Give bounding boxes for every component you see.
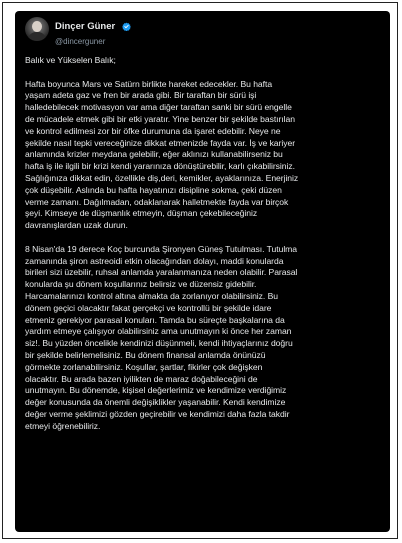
author-info — [55, 18, 131, 46]
text-line: şekilde nasıl tepki vereceğinize dikkat etmenizde fayda var. İş ve kariyer — [25, 137, 295, 148]
avatar-body — [28, 32, 46, 41]
text-line: ve kontrol edilmesi zor bir öfke durumuna da işaret edebilir. Neye ne — [25, 125, 281, 136]
text-line: halledebilecek motivasyon var ama diğer taraftan sanki bir sürü engelle — [25, 102, 292, 113]
verified-badge-icon — [122, 22, 131, 31]
text-line: Sağlığınıza dikkat edin, özellikle diş,deri, kemikler, ayaklarınıza. Enerjiniz — [25, 172, 299, 183]
author-display-name[interactable]: Dinçer Güner — [55, 21, 116, 33]
post-paragraph-2 — [25, 244, 381, 433]
text-line: yardım etmeye çalışıyor olabilirsiniz ama unutmayın ki önce her zaman — [25, 326, 292, 337]
text-line: Hafta boyunca Mars ve Satürn birlikte hareket edecekler. Bu hafta — [25, 78, 273, 89]
avatar-head — [32, 21, 42, 32]
text-line: konularda şu dönem koşullarınız belirsiz ve düzensiz gidebilir. — [25, 279, 257, 290]
text-line: unutmayın. Bu dönemde, kişisel değerlerimiz ve kendimize verdiğimiz — [25, 385, 287, 396]
text-line: olacaktır. Bu arada bazen iyilikten de maraz doğabileceğini de — [25, 373, 258, 384]
text-line: çok düşebilir. Aslında bu hafta hayatınızı disipline sokma, çeki düzen — [25, 184, 282, 195]
screenshot-frame — [2, 2, 398, 539]
post-text — [25, 55, 381, 433]
text-line: zamanında şiron astreoidi etkin olacağından dolayı, maddi konularda — [25, 255, 284, 266]
text-line: dönem geçici olacaktır fakat gerçekçi ve kontrollü bir şekilde idare — [25, 302, 272, 313]
text-line: birileri sizi üzebilir, ruhsal anlamda yaralanmanıza neden olabilir. Parasal — [25, 267, 298, 278]
text-line: yaşam adeta gaz ve fren bir arada gibi. Bir taraftan bir sürü işi — [25, 90, 257, 101]
text-line: Harcamalarınızı kontrol altına almakta da zorlanıyor olabilirsiniz. Bu — [25, 290, 278, 301]
text-line: 8 Nisan'da 19 derece Koç burcunda Şironyen Güneş Tutulması. Tutulma — [25, 243, 298, 254]
text-line: etmeyi öğrenebiliriz. — [25, 420, 101, 431]
text-line: şeyi. Kimseye de düşmanlık etmeyin, düşman çekebileceğiniz — [25, 208, 258, 219]
text-line: hafta iş ile ilgili bir krizi kendi yararınıza dönüştürebilir, karlı çıkabilirsiniz. — [25, 161, 295, 172]
text-line: bir şekilde belirlemelisiniz. Bu dönem finansal anlamda önünüzü — [25, 349, 266, 360]
post-paragraph-1 — [25, 79, 381, 232]
text-line: siz!. Bu yüzden öncelikle kendinizi düşünmeli, kendi ihtiyaçlarınız doğru — [25, 338, 293, 349]
text-line: değer verme şeklimizi gözden geçirebilir ve kendimizi daha fazla takdir — [25, 408, 290, 419]
text-line: davranışlardan uzak durun. — [25, 220, 128, 231]
text-line: etmeniz gerekiyor parasal konuları. Tamda bu süreçte başkalarına da — [25, 314, 285, 325]
text-line: görmekte zorlanabilirsiniz. Koşullar, şartlar, fikirler çok değişken — [25, 361, 263, 372]
text-line: anlamında krizler meydana gelebilir, eğer aklınızı kullanabilirseniz bu — [25, 149, 283, 160]
author-handle[interactable]: @dincerguner — [55, 37, 106, 46]
avatar[interactable] — [25, 17, 49, 41]
post-greeting — [25, 55, 381, 67]
text-line: de mücadele etmek gibi bir etki yaratır. Yine benzer bir şekilde bastırılan — [25, 113, 295, 124]
text-line: Balık ve Yükselen Balık; — [25, 55, 116, 65]
text-line: verme zamanı. Dağılmadan, odaklanarak halletmekte fayda var birçok — [25, 196, 289, 207]
post-card — [15, 11, 390, 532]
post-header — [25, 17, 365, 46]
text-line: değer konusunda da önemli değişiklikler yaşanabilir. Kendi kendimize — [25, 397, 286, 408]
